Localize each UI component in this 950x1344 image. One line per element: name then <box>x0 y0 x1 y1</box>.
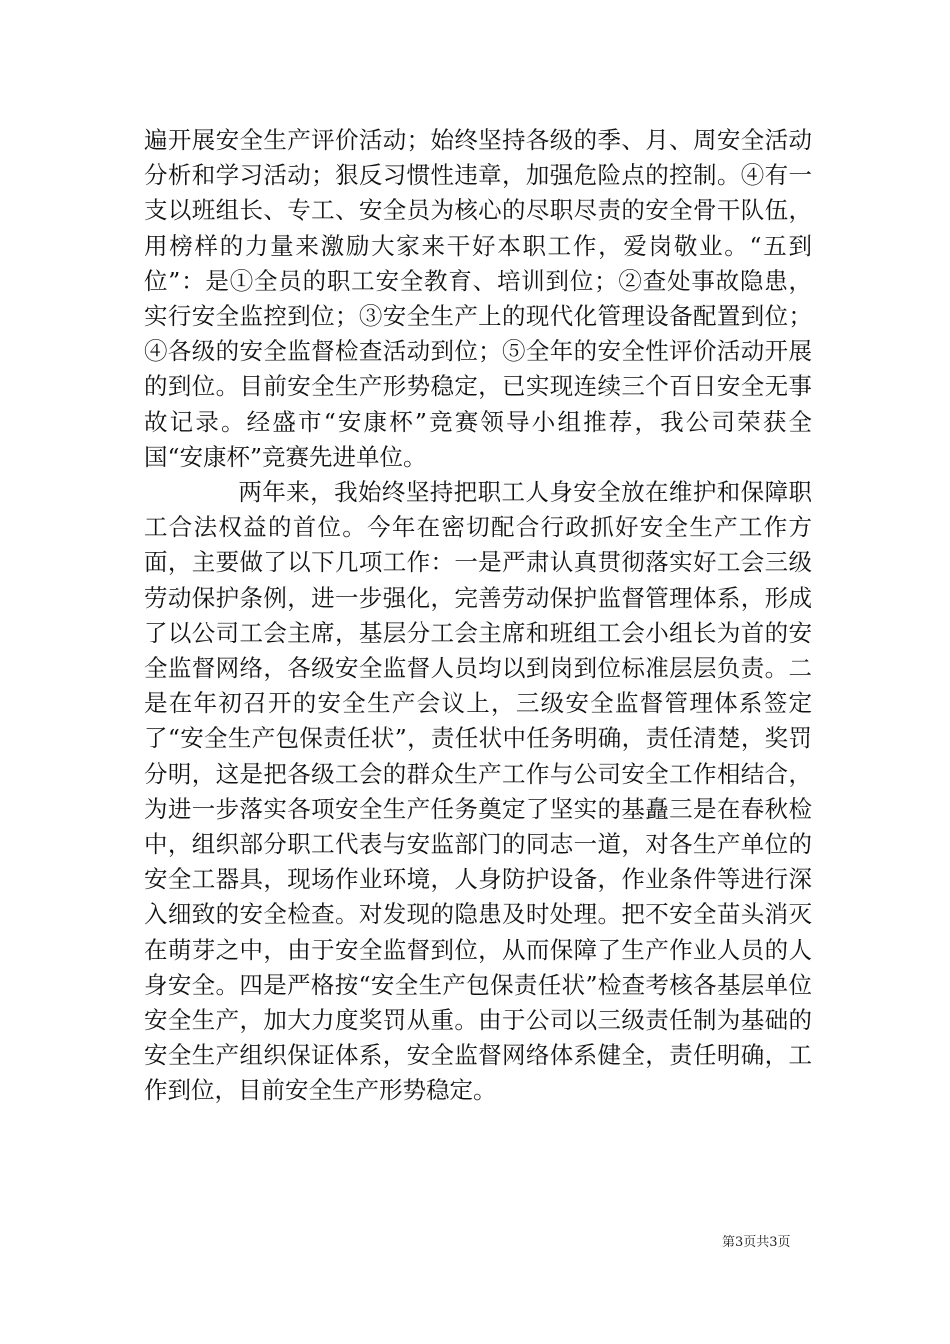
page-number-footer: 第3页共3页 <box>722 1235 791 1250</box>
paragraph-1-text: 遍开展安全生产评价活动；始终坚持各级的季、月、周安全活动分析和学习活动；狠反习惯性违章，加强危险点的控制。④有一支以班组长、专工、安全员为核心的尽职尽责的安全骨干队伍，用榜样的力量来激励大家来干好本职工作，爱岗敬业。“五到位”：是①全员的职工安全教育、培训到位；②查处事故隐患，实行安全监控到位；③安全生产上的现代化管理设备配置到位；④各级的安全监督检查活动到位；⑤全年的安全性评价活动开展的到位。目前安全生产形势稳定，已实现连续三个百日安全无事故记录。经盛市“安康杯”竞赛领导小组推荐，我公司荣获全国“安康杯”竞赛先进单位。 <box>144 126 812 471</box>
paragraph-2-text: 两年来，我始终坚持把职工人身安全放在维护和保障职工合法权益的首位。今年在密切配合行政抓好安全生产工作方面，主要做了以下几项工作：一是严肃认真贯彻落实好工会三级劳动保护条例，进一步强化，完善劳动保护监督管理体系，形成了以公司工会主席，基层分工会主席和班组工会小组长为首的安全监督网络，各级安全监督人员均以到岗到位标准层层负责。二是在年初召开的安全生产会议上，三级安全监督管理体系签定了“安全生产包保责任状”，责任状中任务明确，责任清楚，奖罚分明，这是把各级工会的群众生产工作与公司安全工作相结合，为进一步落实各项安全生产任务奠定了坚实的基矗三是在春秋检中，组织部分职工代表与安监部门的同志一道，对各生产单位的安全工器具，现场作业环境，人身防护设备，作业条件等进行深入细致的安全检查。对发现的隐患及时处理。把不安全苗头消灭在萌芽之中，由于安全监督到位，从而保障了生产作业人员的人身安全。四是严格按“安全生产包保责任状”检查考核各基层单位安全生产，加大力度奖罚从重。由于公司以三级责任制为基础的安全生产组织保证体系，安全监督网络体系健全，责任明确，工作到位，目前安全生产形势稳定。 <box>144 478 812 1105</box>
paragraph-1 <box>144 123 812 475</box>
paragraph-2 <box>144 475 812 1109</box>
document-body <box>144 123 812 1109</box>
